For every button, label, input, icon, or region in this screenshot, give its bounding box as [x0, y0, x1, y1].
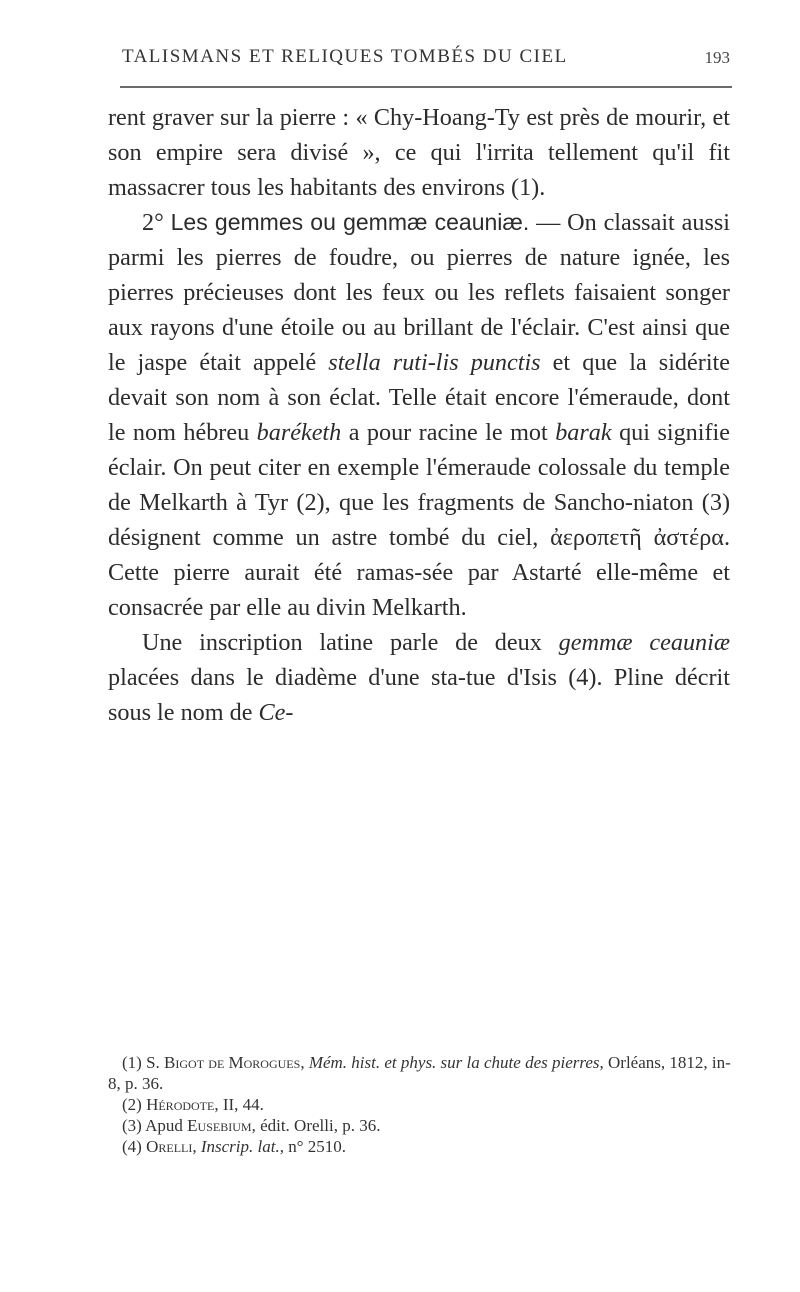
footnotes	[108, 1052, 738, 1157]
paragraph-2	[108, 205, 730, 625]
footnote-1-author: S. Bigot de Morogues	[146, 1053, 301, 1072]
italic-stella-rutilis: stella ruti-lis punctis	[328, 349, 541, 376]
section-heading: Les gemmes ou gemmæ ceauniæ.	[170, 209, 530, 235]
body-text	[108, 100, 730, 730]
footnote-1-sep: ,	[300, 1053, 309, 1072]
footnote-4	[108, 1136, 738, 1157]
paragraph-1	[108, 100, 730, 205]
paragraph-3	[108, 625, 730, 730]
running-head	[110, 44, 730, 78]
footnote-4-title: Inscrip. lat.	[200, 1137, 280, 1156]
footnote-4-sep: ,	[192, 1137, 201, 1156]
greek-phrase: ἀεροπετῆ ἀστέρα	[550, 524, 724, 551]
paragraph-2-text-4: qui signifie éclair. On peut citer en exemple l'émeraude colossale du temple de Melkarth à Tyr (2), que les fragments de Sancho-niaton (3) désignent comme un astre tombé du ciel,	[108, 419, 731, 551]
footnote-4-rest: , n° 2510.	[279, 1137, 347, 1156]
footnote-3	[108, 1115, 738, 1136]
italic-bareketh: baréketh	[256, 419, 342, 446]
paragraph-3-text-1: Une inscription latine parle de deux	[142, 629, 559, 656]
italic-barak: barak	[555, 419, 612, 446]
italic-ce: Ce-	[258, 699, 294, 726]
page-number: 193	[704, 48, 730, 67]
footnote-2-author: Hérodote	[146, 1095, 215, 1114]
paragraph-2-text-1: — On classait aussi parmi les pierres de foudre, ou pierres de nature ignée, les pierres précieuses dont les feux ou les reflets faisaient songer aux rayons d'une étoile ou au brillant de l'éclair. C'est ainsi que le jaspe était appelé	[108, 209, 730, 376]
footnote-3-text: Apud	[145, 1116, 188, 1135]
paragraph-1-text: rent graver sur la pierre : « Chy-Hoang-Ty est près de mourir, et son empire sera divisé », ce qui l'irrita tellement qu'il fit massacrer tous les habitants des environs (1).	[108, 104, 730, 201]
footnote-3-rest: , édit. Orelli, p. 36.	[251, 1116, 381, 1135]
footnote-2-rest: , II, 44.	[214, 1095, 264, 1114]
footnote-3-author: Eusebium	[187, 1116, 252, 1135]
footnote-4-author: Orelli	[146, 1137, 193, 1156]
italic-gemmae-cerauniae: gemmæ ceauniæ	[558, 629, 730, 656]
paragraph-2-text-5: . Cette pierre aurait été ramas-sée par Astarté elle-même et consacrée par elle au divin Melkarth.	[108, 524, 731, 621]
header-rule	[120, 86, 732, 88]
footnote-1-title: Mém. hist. et phys. sur la chute des pierres	[308, 1053, 600, 1072]
running-title: TALISMANS ET RELIQUES TOMBÉS DU CIEL	[122, 46, 568, 67]
footnote-2	[108, 1094, 738, 1115]
footnote-2-mark: (2)	[122, 1095, 147, 1114]
section-number: 2°	[142, 209, 164, 236]
footnote-3-mark: (3)	[122, 1116, 146, 1135]
paragraph-3-text-2: placées dans le diadème d'une sta-tue d'Isis (4). Pline décrit sous le nom de	[108, 664, 730, 726]
paragraph-2-text-2: et que la sidérite devait son nom à son éclat. Telle était encore l'émeraude, dont le nom hébreu	[108, 349, 730, 446]
footnote-1-rest: , Orléans, 1812, in-8, p. 36.	[108, 1053, 731, 1093]
footnote-4-mark: (4)	[122, 1137, 147, 1156]
paragraph-2-text-3: a pour racine le mot	[341, 419, 556, 446]
footnote-1-mark: (1)	[122, 1053, 147, 1072]
footnote-1	[108, 1052, 738, 1094]
